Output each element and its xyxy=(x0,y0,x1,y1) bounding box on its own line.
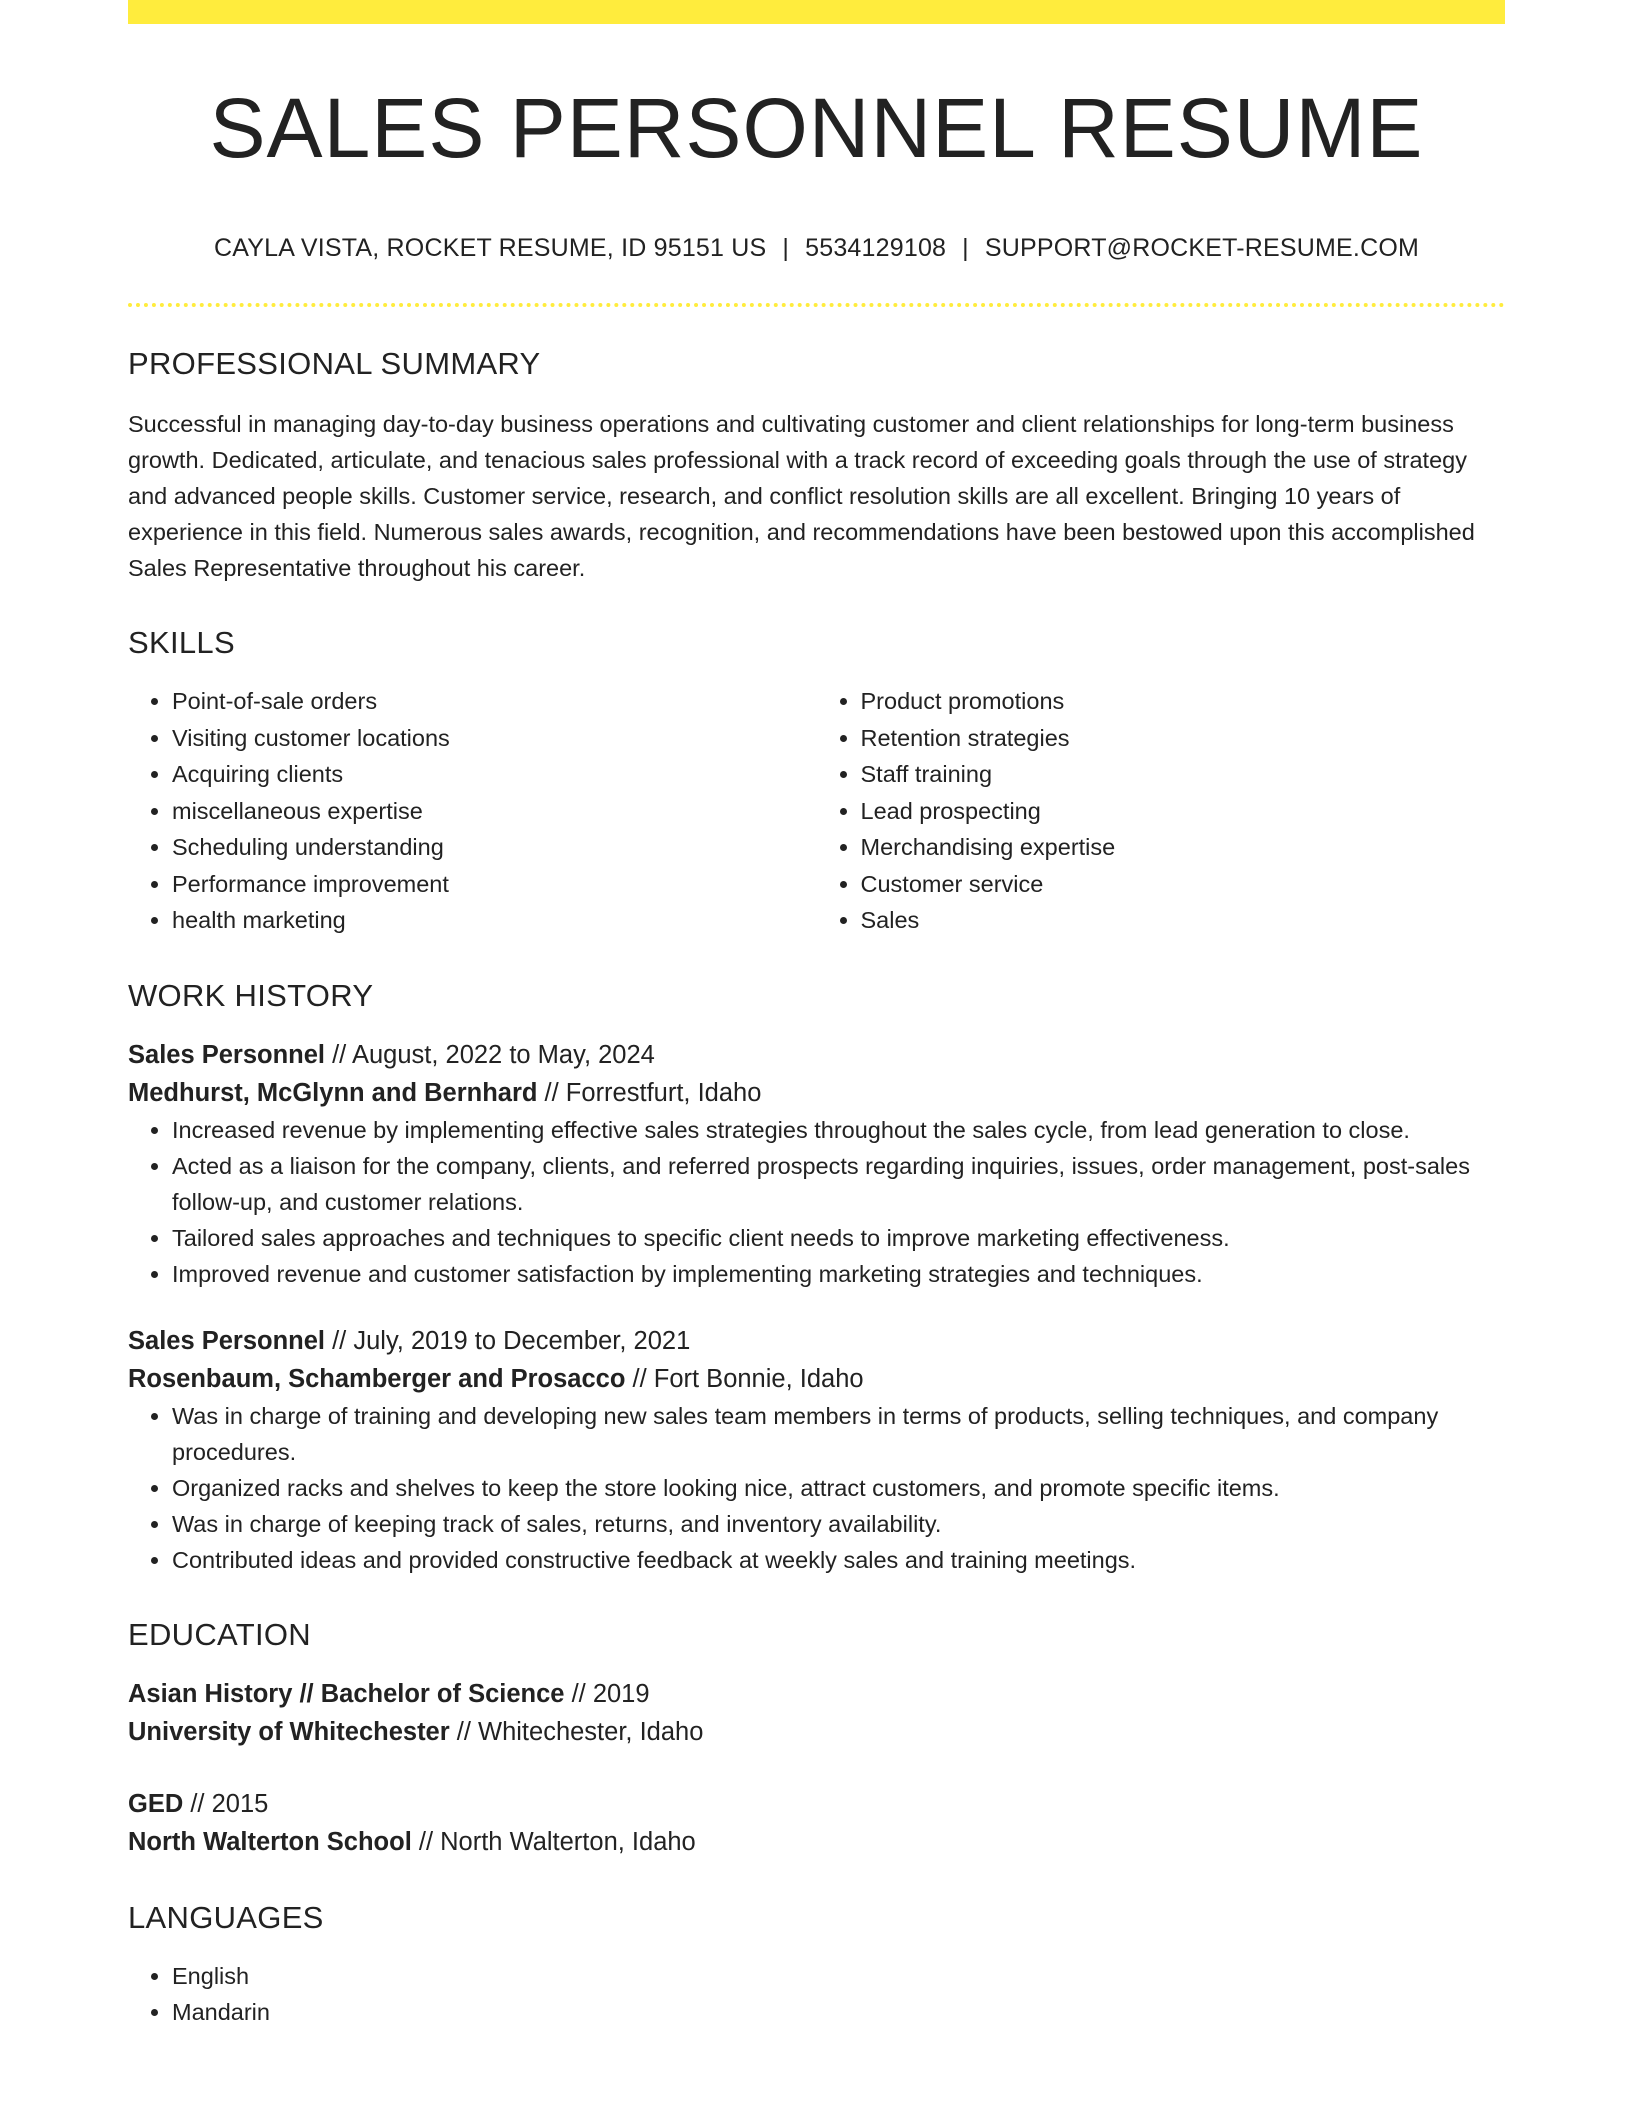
job-bullet: • Contributed ideas and provided constructive feedback at weekly sales and training meetings. xyxy=(172,1542,1505,1578)
education-school: North Walterton School xyxy=(128,1828,412,1857)
education-year: // 2019 xyxy=(564,1680,650,1709)
skill-item: • Point-of-sale orders xyxy=(172,683,817,720)
education-location: // Whitechester, Idaho xyxy=(449,1718,704,1747)
job-title: Sales Personnel xyxy=(128,1326,326,1355)
summary-text: Successful in managing day-to-day business operations and cultivating customer and client relationships for long-term business growth. Dedicated, articulate, and tenacious sales professional with a track record of exceeding goals through the use of strategy and advanced people skills. Customer service, research, and conflict resolution skills are all excellent. Bringing 10 years of experience in this field. Numerous sales awards, recognition, and recommendations have been bestowed upon this accomplished Sales Representative throughout his career. xyxy=(128,411,1475,582)
skills-heading: SKILLS xyxy=(128,625,235,661)
skill-item: • Lead prospecting xyxy=(861,793,1506,830)
job-bullet: • Was in charge of keeping track of sales, returns, and inventory availability. xyxy=(172,1506,1505,1542)
job-location: // Forrestfurt, Idaho xyxy=(537,1078,762,1107)
work-history-heading: WORK HISTORY xyxy=(128,977,374,1013)
education-location: // North Walterton, Idaho xyxy=(411,1828,696,1857)
education-degree-line xyxy=(128,1785,1505,1823)
contact-separator: | xyxy=(782,234,790,263)
education-section xyxy=(128,1616,1505,1861)
job-entry xyxy=(128,1322,1505,1578)
education-heading: EDUCATION xyxy=(128,1616,311,1652)
skill-item: • Sales xyxy=(861,902,1506,939)
job-bullet: • Increased revenue by implementing effective sales strategies throughout the sales cycle, from lead generation to close. xyxy=(172,1112,1505,1148)
skills-section xyxy=(128,624,1505,939)
job-title-line xyxy=(128,1322,1505,1360)
skill-item: • Customer service xyxy=(861,866,1506,903)
summary-heading: PROFESSIONAL SUMMARY xyxy=(128,345,541,381)
skill-item: • Staff training xyxy=(861,756,1506,793)
skill-item: • Product promotions xyxy=(861,683,1506,720)
job-bullet: • Tailored sales approaches and techniques to specific client needs to improve marketing effectiveness. xyxy=(172,1220,1505,1256)
education-school-line xyxy=(128,1713,1505,1751)
job-location: // Fort Bonnie, Idaho xyxy=(625,1364,864,1393)
skill-item: • Acquiring clients xyxy=(172,756,817,793)
education-degree-line xyxy=(128,1675,1505,1713)
work-history-section xyxy=(128,977,1505,1578)
education-year: // 2015 xyxy=(183,1790,269,1819)
job-dates: // August, 2022 to May, 2024 xyxy=(325,1040,655,1069)
skill-item: • Scheduling understanding xyxy=(172,829,817,866)
education-degree: Asian History // Bachelor of Science xyxy=(128,1680,565,1709)
languages-heading: LANGUAGES xyxy=(128,1900,324,1936)
job-company: Rosenbaum, Schamberger and Prosacco xyxy=(128,1364,626,1393)
skill-item: • Visiting customer locations xyxy=(172,720,817,757)
job-bullet: • Organized racks and shelves to keep the store looking nice, attract customers, and promote specific items. xyxy=(172,1470,1505,1506)
job-bullet: • Improved revenue and customer satisfaction by implementing marketing strategies and techniques. xyxy=(172,1256,1505,1292)
dotted-divider xyxy=(128,303,1505,307)
resume-title: SALES PERSONNEL RESUME xyxy=(209,81,1424,175)
job-title: Sales Personnel xyxy=(128,1040,326,1069)
job-company-line xyxy=(128,1074,1505,1112)
contact-email: SUPPORT@ROCKET-RESUME.COM xyxy=(984,234,1420,263)
job-bullet: • Acted as a liaison for the company, clients, and referred prospects regarding inquiries, issues, order management, post-sales follow-up, and customer relations. xyxy=(172,1148,1505,1220)
skills-columns xyxy=(128,683,1505,939)
top-accent-bar xyxy=(128,0,1505,24)
job-entry xyxy=(128,1036,1505,1292)
language-item: • English xyxy=(172,1958,1505,1994)
resume-page xyxy=(128,0,1505,2030)
education-degree: GED xyxy=(128,1790,184,1819)
contact-line xyxy=(128,232,1505,265)
skill-item: • Merchandising expertise xyxy=(861,829,1506,866)
skill-item: • Performance improvement xyxy=(172,866,817,903)
skill-item: • miscellaneous expertise xyxy=(172,793,817,830)
job-bullets xyxy=(128,1398,1505,1578)
skills-list-left xyxy=(128,683,817,939)
contact-address: CAYLA VISTA, ROCKET RESUME, ID 95151 US xyxy=(213,234,767,263)
education-school-line xyxy=(128,1823,1505,1861)
job-title-line xyxy=(128,1036,1505,1074)
skill-item: • health marketing xyxy=(172,902,817,939)
education-entry xyxy=(128,1675,1505,1751)
contact-phone: 5534129108 xyxy=(805,234,947,263)
languages-list xyxy=(128,1958,1505,2030)
languages-section xyxy=(128,1899,1505,2030)
job-bullets xyxy=(128,1112,1505,1292)
education-entry xyxy=(128,1785,1505,1861)
job-dates: // July, 2019 to December, 2021 xyxy=(325,1326,691,1355)
contact-separator: | xyxy=(962,234,969,263)
job-company: Medhurst, McGlynn and Bernhard xyxy=(128,1078,538,1107)
skill-item: • Retention strategies xyxy=(861,720,1506,757)
job-company-line xyxy=(128,1360,1505,1398)
education-school: University of Whitechester xyxy=(128,1718,450,1747)
language-item: • Mandarin xyxy=(172,1994,1505,2030)
job-bullet: • Was in charge of training and developing new sales team members in terms of products, selling techniques, and company procedures. xyxy=(172,1398,1505,1470)
summary-section xyxy=(128,345,1505,586)
skills-list-right xyxy=(817,683,1506,939)
